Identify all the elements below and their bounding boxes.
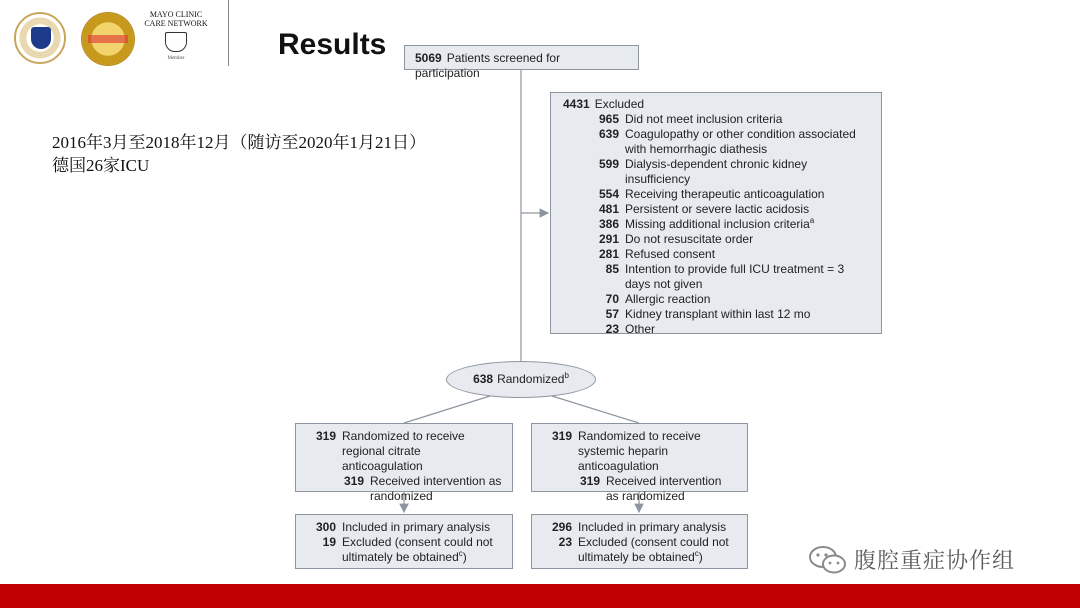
included-count: 296 <box>551 520 572 534</box>
mayo-line-1: MAYO CLINIC <box>149 10 203 19</box>
excluded-reason: 57 Kidney transplant within last 12 mo <box>605 307 811 321</box>
analysis-excluded-label: Excluded (consent could not ultimately be obtained$^c$) <box>342 535 493 564</box>
excluded-reason: 386 Missing additional inclusion criteria$^a$ <box>598 216 815 231</box>
randomized-label: Randomized <box>497 372 565 386</box>
included-count: 300 <box>315 520 336 534</box>
included-label: Included in primary analysis <box>578 520 727 534</box>
excluded-reason: 639 Coagulopathy or other condition associated with hemorrhagic diathesis <box>598 127 856 156</box>
excluded-reason: 554 Receiving therapeutic anticoagulation <box>598 187 825 201</box>
received-count: 319 <box>343 474 364 488</box>
connector-arm1 <box>404 396 490 423</box>
watermark <box>808 544 1015 575</box>
analysis-excluded-count: 19 <box>322 535 336 549</box>
excluded-label: Excluded <box>594 97 645 111</box>
study-period: 2016年3月至2018年12月（随访至2020年1月21日） <box>52 133 426 152</box>
arm-citrate-box <box>295 423 513 503</box>
excluded-header <box>563 97 871 112</box>
analysis-heparin-box <box>531 514 748 569</box>
mayo-member: Member <box>167 56 185 61</box>
arm-label: Randomized to receive regional citrate anticoagulation <box>342 429 465 473</box>
screened-label: Patients screened for participation <box>415 51 561 80</box>
excluded-box <box>550 92 882 334</box>
excluded-reason: 85 Intention to provide full ICU treatment = 3 days not given <box>605 262 845 291</box>
excluded-reason: 281 Refused consent <box>598 247 716 261</box>
arm-label: Randomized to receive systemic heparin anticoagulation <box>578 429 701 473</box>
excluded-count: 4431 <box>563 97 590 111</box>
footer-bar <box>0 584 1080 608</box>
randomized-footnote: b <box>564 371 569 380</box>
analysis-citrate-box <box>295 514 513 569</box>
analysis-excluded-label: Excluded (consent could not ultimately be obtained$^c$) <box>578 535 729 564</box>
arm-count: 319 <box>551 429 572 443</box>
watermark-label: 腹腔重症协作组 <box>854 548 1016 573</box>
received-count: 319 <box>579 474 600 488</box>
included-label: Included in primary analysis <box>342 520 491 534</box>
received-label: Received intervention as randomized <box>370 474 502 503</box>
screened-box <box>404 45 639 80</box>
excluded-reason: 70 Allergic reaction <box>605 292 711 306</box>
screened-count: 5069 <box>415 51 442 65</box>
randomized-ellipse <box>446 361 596 398</box>
excluded-reason: 599 Dialysis-dependent chronic kidney insufficiency <box>598 157 808 186</box>
mayo-line-2: CARE NETWORK <box>144 19 208 28</box>
connector-arm2 <box>552 396 639 423</box>
excluded-reason: 481 Persistent or severe lactic acidosis <box>598 202 810 216</box>
excluded-reason: 23 Other <box>605 322 656 336</box>
study-sites: 德国26家ICU <box>52 156 150 175</box>
arm-heparin-box <box>531 423 748 503</box>
excluded-reason: 965 Did not meet inclusion criteria <box>598 112 783 126</box>
arm-count: 319 <box>315 429 336 443</box>
randomized-count: 638 <box>473 372 494 386</box>
wechat-icon <box>808 545 848 575</box>
excluded-reason: 291 Do not resuscitate order <box>598 232 754 246</box>
received-label: Received intervention as randomized <box>606 474 722 503</box>
slide-title: Results <box>278 28 387 61</box>
analysis-excluded-count: 23 <box>558 535 572 549</box>
